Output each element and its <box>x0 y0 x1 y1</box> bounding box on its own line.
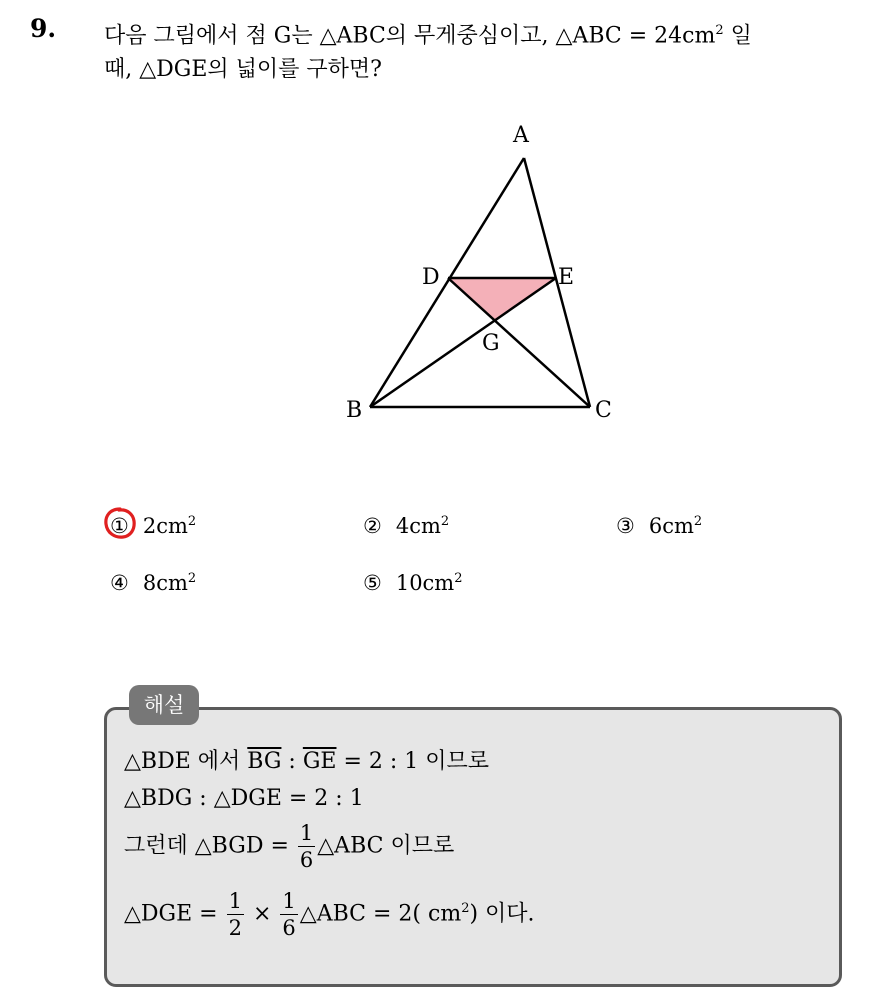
question-line-1 <box>104 14 874 53</box>
label-c: C <box>595 398 612 423</box>
question-line-2: 때, △DGE의 넓이를 구하면? <box>104 57 382 83</box>
fraction-one-sixth <box>298 820 315 873</box>
question-number: 9. <box>30 14 57 43</box>
solution-line-1 <box>124 744 489 775</box>
label-e: E <box>558 265 575 290</box>
solution-line-1-b: = 2 : 1 이므로 <box>336 749 490 774</box>
solution-line-4-b: △ABC = 2( cm <box>299 901 462 927</box>
fraction-one-sixth <box>280 888 297 941</box>
fraction-numerator: 1 <box>282 889 296 913</box>
label-b: B <box>346 398 363 423</box>
option-1-text: 2cm <box>142 514 188 538</box>
option-2[interactable] <box>363 514 449 538</box>
option-4[interactable] <box>110 571 196 595</box>
segment-bg: $\overline{BG}$ <box>247 749 282 774</box>
question-text <box>104 14 874 87</box>
option-5-text: 10cm <box>395 571 455 595</box>
solution-line-4 <box>124 888 535 941</box>
label-d: D <box>422 265 440 290</box>
option-5[interactable] <box>363 571 463 595</box>
option-2-text: 4cm <box>395 514 441 538</box>
option-3[interactable] <box>616 514 702 538</box>
option-5-sup: 2 <box>454 571 463 586</box>
solution-line-2: △BDG : △DGE = 2 : 1 <box>124 786 364 811</box>
triangle-figure <box>330 110 630 430</box>
question-sup: 2 <box>715 23 724 38</box>
solution-sup: 2 <box>461 901 470 917</box>
times-sign: × <box>246 901 279 927</box>
question-line-1-text: 다음 그림에서 점 G는 △ABC의 무게중심이고, △ABC = 24cm <box>104 23 716 49</box>
option-3-text: 6cm <box>648 514 694 538</box>
label-g: G <box>482 331 500 356</box>
solution-line-4-a: △DGE = <box>124 901 225 927</box>
fraction-denominator: 6 <box>282 916 296 940</box>
option-2-sup: 2 <box>440 514 450 529</box>
option-3-number: ③ <box>616 514 635 538</box>
label-a: A <box>513 123 529 148</box>
solution-line-1-colon: : <box>281 749 303 774</box>
fraction-numerator: 1 <box>228 889 242 913</box>
fraction-denominator: 2 <box>228 916 242 940</box>
option-1-number: ① <box>110 514 129 538</box>
median-be <box>370 278 556 407</box>
solution-line-4-c: ) 이다. <box>469 901 535 927</box>
option-4-text: 8cm <box>142 571 188 595</box>
segment-ge: $\overline{GE}$ <box>302 749 337 774</box>
option-5-number: ⑤ <box>363 571 382 595</box>
fraction-numerator: 1 <box>299 821 314 845</box>
triangle-dge-fill <box>448 278 556 320</box>
option-4-number: ④ <box>110 571 129 595</box>
question-line-1-end: 일 <box>723 23 752 49</box>
solution-line-1-a: △BDE 에서 <box>124 749 248 774</box>
solution-line-3-b: △ABC 이므로 <box>317 833 455 859</box>
solution-line-3-a: 그런데 △BGD = <box>124 833 296 859</box>
solution-tab: 해설 <box>129 685 199 725</box>
option-3-sup: 2 <box>693 514 703 529</box>
option-1-sup: 2 <box>187 514 197 529</box>
fraction-one-half <box>227 888 244 941</box>
solution-line-3 <box>124 820 454 873</box>
option-2-number: ② <box>363 514 382 538</box>
fraction-denominator: 6 <box>299 848 314 872</box>
option-4-sup: 2 <box>187 571 197 586</box>
option-1[interactable] <box>110 514 196 538</box>
